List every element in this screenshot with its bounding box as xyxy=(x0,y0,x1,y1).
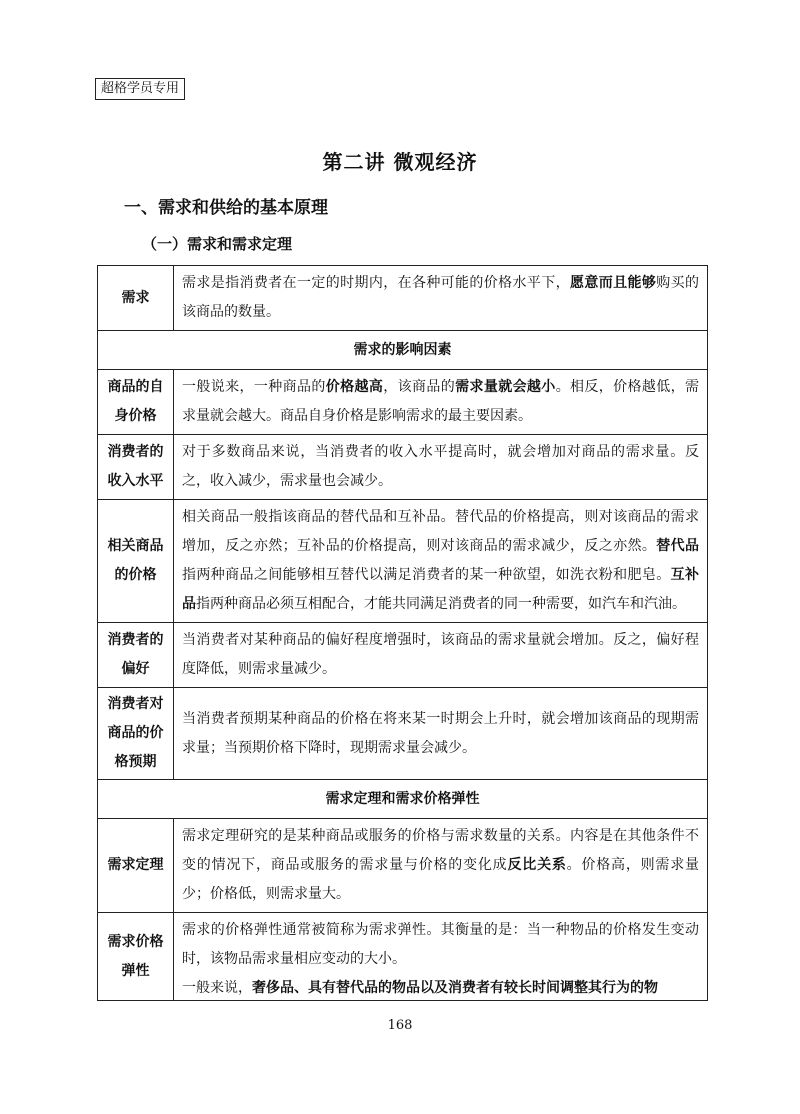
row-content xyxy=(174,266,708,331)
table-row xyxy=(98,913,708,1001)
body-text: 一般说来，一种商品的 xyxy=(182,379,326,395)
row-label: 商品的自身价格 xyxy=(98,370,174,435)
section-header-row xyxy=(98,780,708,819)
body-text: 一般来说， xyxy=(182,980,252,996)
factors-header: 需求的影响因素 xyxy=(98,331,708,370)
table-row xyxy=(98,266,708,331)
section-header-row xyxy=(98,331,708,370)
table-row xyxy=(98,435,708,500)
body-text: ，该商品的 xyxy=(383,379,456,395)
table-row xyxy=(98,623,708,688)
emphasis-text: 需求量就会越小 xyxy=(455,379,556,395)
row-content-clipped xyxy=(182,916,699,997)
row-content xyxy=(174,500,708,623)
table-row xyxy=(98,500,708,623)
demand-table xyxy=(97,265,708,1001)
row-label: 相关商品的价格 xyxy=(98,500,174,623)
body-text: 当消费者预期某种商品的价格在将来某一时期会上升时，就会增加该商品的现期需求量；当预期价格下降时，现期需求量会减少。 xyxy=(182,710,699,756)
row-content xyxy=(174,688,708,780)
body-text: 需求的价格弹性通常被简称为需求弹性。其衡量的是：当一种物品的价格发生变动时，该物品需求量相应变动的大小。 xyxy=(182,922,699,967)
section-title: 一、需求和供给的基本原理 xyxy=(124,198,328,218)
subsection-title: （一）需求和需求定理 xyxy=(142,235,293,253)
row-label: 消费者的偏好 xyxy=(98,623,174,688)
emphasis-text: 奢侈品、具有替代品的物品以及消费者有较长时间调整其行为的物 xyxy=(252,980,658,996)
row-content xyxy=(174,370,708,435)
emphasis-text: 替代品 xyxy=(656,538,700,554)
body-text: 。相反，价格越低，需求量就会越大。商品自身价格是影响需求的最主要因素。 xyxy=(182,379,700,424)
emphasis-text: 愿意而且能够 xyxy=(570,275,657,291)
header-tag: 超格学员专用 xyxy=(95,78,185,100)
body-text: 。价格高，则需求量少；价格低，则需求量大。 xyxy=(182,857,700,902)
emphasis-text: 价格越高 xyxy=(325,379,384,395)
row-label: 消费者的收入水平 xyxy=(98,435,174,500)
body-text: 指两种商品之间能够相互替代以满足消费者的某一种欲望，如洗衣粉和肥皂。 xyxy=(182,567,671,583)
row-label: 需求价格弹性 xyxy=(98,913,174,1001)
body-text: 需求定理研究的是某种商品或服务的价格与需求数量的关系。内容是在其他条件不变的情况下，商品或服务的需求量与价格的变化成 xyxy=(182,828,699,873)
table-row xyxy=(98,819,708,913)
law-header: 需求定理和需求价格弹性 xyxy=(98,780,708,819)
body-text: 当消费者对某种商品的偏好程度增强时，该商品的需求量就会增加。反之，偏好程度降低，则需求量减少。 xyxy=(182,632,699,677)
emphasis-text: 反比关系 xyxy=(507,857,567,873)
body-text: 需求是指消费者在一定的时期内，在各种可能的价格水平下， xyxy=(182,275,571,291)
table-row xyxy=(98,688,708,780)
row-label: 消费者对商品的价格预期 xyxy=(98,688,174,780)
table-row xyxy=(98,370,708,435)
emphasis-text: 互补品 xyxy=(182,567,700,612)
body-text: 指两种商品必须互相配合，才能共同满足消费者的同一种需要，如汽车和汽油。 xyxy=(196,596,686,612)
row-label: 需求定理 xyxy=(98,819,174,913)
chapter-title: 第二讲 微观经济 xyxy=(322,150,478,174)
body-text: 相关商品一般指该商品的替代品和互补品。替代品的价格提高，则对该商品的需求增加，反之亦然；互补品的价格提高，则对该商品的需求减少，反之亦然。 xyxy=(182,509,699,554)
row-content xyxy=(174,819,708,913)
body-text: 购买的该商品的数量。 xyxy=(182,275,700,320)
row-label: 需求 xyxy=(98,266,174,331)
page-number: 168 xyxy=(387,1018,413,1033)
body-text: 对于多数商品来说，当消费者的收入水平提高时，就会增加对商品的需求量。反之，收入减少，需求量也会减少。 xyxy=(182,444,699,489)
row-content xyxy=(174,913,708,1001)
row-content xyxy=(174,435,708,500)
row-content xyxy=(174,623,708,688)
